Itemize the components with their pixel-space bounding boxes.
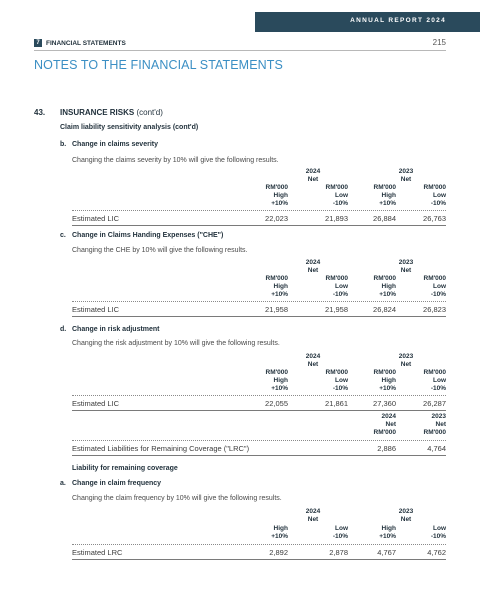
section-header bbox=[34, 39, 446, 47]
value-2023-low: 4,762 bbox=[427, 548, 446, 557]
value-2024-high: 21,958 bbox=[265, 305, 288, 314]
section-b-intro: Changing the claims severity by 10% will give the following results. bbox=[72, 157, 279, 164]
unit: RM'000 bbox=[325, 369, 348, 376]
low-label: Low bbox=[433, 377, 446, 384]
minus-label: -10% bbox=[332, 533, 348, 540]
plus-label: +10% bbox=[271, 385, 288, 392]
unit: RM'000 bbox=[423, 275, 446, 282]
minus-label: -10% bbox=[430, 200, 446, 207]
high-label: High bbox=[273, 283, 288, 290]
value-2023-high: 26,884 bbox=[373, 214, 396, 223]
table-bottom-rule bbox=[72, 316, 446, 317]
net-2023: Net bbox=[435, 421, 446, 428]
table-divider bbox=[72, 210, 446, 211]
net-2023: Net bbox=[400, 516, 412, 523]
unit: RM'000 bbox=[265, 184, 288, 191]
value-2023-high: 4,767 bbox=[377, 548, 396, 557]
low-label: Low bbox=[335, 525, 348, 532]
unit: RM'000 bbox=[325, 184, 348, 191]
table-bottom-rule bbox=[72, 455, 446, 456]
minus-label: -10% bbox=[332, 385, 348, 392]
net-2024: Net bbox=[307, 176, 319, 183]
table-divider bbox=[72, 440, 446, 441]
unit: RM'000 bbox=[423, 184, 446, 191]
table-risk-adjustment bbox=[72, 353, 446, 411]
section-a-letter: a. bbox=[60, 480, 66, 487]
value-2024-low: 21,861 bbox=[325, 399, 348, 408]
value-2024-low: 2,878 bbox=[329, 548, 348, 557]
plus-label: +10% bbox=[379, 533, 396, 540]
report-banner bbox=[255, 12, 480, 32]
table-bottom-rule bbox=[72, 225, 446, 226]
year-2024: 2024 bbox=[305, 353, 321, 360]
low-label: Low bbox=[335, 283, 348, 290]
section-d-letter: d. bbox=[60, 326, 67, 333]
low-label: Low bbox=[433, 525, 446, 532]
year-2023: 2023 bbox=[398, 353, 414, 360]
year-2024: 2024 bbox=[381, 413, 396, 420]
table-claim-frequency bbox=[72, 508, 446, 558]
note-title bbox=[60, 108, 163, 117]
net-2024: Net bbox=[307, 516, 319, 523]
minus-label: -10% bbox=[430, 291, 446, 298]
minus-label: -10% bbox=[430, 533, 446, 540]
year-2023: 2023 bbox=[431, 413, 446, 420]
unit: RM'000 bbox=[325, 275, 348, 282]
section-a-intro: Changing the claim frequency by 10% will give the following results. bbox=[72, 495, 282, 502]
page-title: NOTES TO THE FINANCIAL STATEMENTS bbox=[34, 58, 283, 72]
plus-label: +10% bbox=[271, 291, 288, 298]
table-bottom-rule bbox=[72, 559, 446, 560]
section-d-intro: Changing the risk adjustment by 10% will give the following results. bbox=[72, 340, 280, 347]
value-2024-low: 21,958 bbox=[325, 305, 348, 314]
plus-label: +10% bbox=[271, 533, 288, 540]
value-2023-low: 26,823 bbox=[423, 305, 446, 314]
low-label: Low bbox=[433, 192, 446, 199]
note-title-cont: (cont'd) bbox=[136, 108, 163, 117]
note-subtitle: Claim liability sensitivity analysis (cont'd) bbox=[60, 124, 199, 131]
unit: RM'000 bbox=[373, 429, 396, 436]
minus-label: -10% bbox=[332, 291, 348, 298]
unit: RM'000 bbox=[373, 184, 396, 191]
section-number-badge: 7 bbox=[34, 39, 42, 47]
plus-label: +10% bbox=[271, 200, 288, 207]
row-label: Estimated LRC bbox=[72, 548, 123, 557]
table-divider bbox=[72, 544, 446, 545]
unit: RM'000 bbox=[423, 429, 446, 436]
plus-label: +10% bbox=[379, 200, 396, 207]
high-label: High bbox=[381, 377, 396, 384]
note-number: 43. bbox=[34, 108, 46, 117]
value-2024-low: 21,893 bbox=[325, 214, 348, 223]
table-divider bbox=[72, 301, 446, 302]
high-label: High bbox=[381, 525, 396, 532]
year-2024: 2024 bbox=[305, 168, 321, 175]
low-label: Low bbox=[335, 377, 348, 384]
net-2024: Net bbox=[307, 361, 319, 368]
table-che bbox=[72, 259, 446, 317]
row-label: Estimated LIC bbox=[72, 214, 120, 223]
year-2023: 2023 bbox=[398, 508, 414, 515]
report-title: ANNUAL REPORT 2024 bbox=[350, 17, 446, 24]
page-number: 215 bbox=[432, 38, 446, 47]
section-c-intro: Changing the CHE by 10% will give the following results. bbox=[72, 247, 248, 254]
table-claims-severity bbox=[72, 168, 446, 222]
unit: RM'000 bbox=[423, 369, 446, 376]
section-b-title: Change in claims severity bbox=[72, 141, 158, 148]
value-2024-high: 22,055 bbox=[265, 399, 288, 408]
remaining-coverage-heading: Liability for remaining coverage bbox=[72, 465, 178, 472]
value-2023: 4,764 bbox=[427, 444, 446, 453]
section-d-title: Change in risk adjustment bbox=[72, 326, 160, 333]
section-c-title: Change in Claims Handing Expenses ("CHE") bbox=[72, 232, 224, 239]
low-label: Low bbox=[433, 283, 446, 290]
high-label: High bbox=[273, 192, 288, 199]
section-b-letter: b. bbox=[60, 141, 67, 148]
net-2023: Net bbox=[400, 267, 412, 274]
high-label: High bbox=[273, 377, 288, 384]
high-label: High bbox=[273, 525, 288, 532]
net-2023: Net bbox=[400, 176, 412, 183]
value-2024-high: 22,023 bbox=[265, 214, 288, 223]
unit: RM'000 bbox=[373, 275, 396, 282]
note-title-text: INSURANCE RISKS bbox=[60, 108, 135, 117]
value-2023-high: 27,360 bbox=[373, 399, 396, 408]
plus-label: +10% bbox=[379, 291, 396, 298]
unit: RM'000 bbox=[265, 275, 288, 282]
value-2024-high: 2,892 bbox=[269, 548, 288, 557]
value-2023-low: 26,287 bbox=[423, 399, 446, 408]
table-lrc bbox=[72, 413, 446, 461]
year-2023: 2023 bbox=[398, 259, 414, 266]
net-2024: Net bbox=[307, 267, 319, 274]
year-2023: 2023 bbox=[398, 168, 414, 175]
row-label: Estimated LIC bbox=[72, 399, 120, 408]
section-a-title: Change in claim frequency bbox=[72, 480, 162, 487]
unit: RM'000 bbox=[373, 369, 396, 376]
table-bottom-rule bbox=[72, 410, 446, 411]
value-2023-low: 26,763 bbox=[423, 214, 446, 223]
header-divider bbox=[34, 50, 446, 51]
year-2024: 2024 bbox=[305, 508, 321, 515]
high-label: High bbox=[381, 192, 396, 199]
value-2023-high: 26,824 bbox=[373, 305, 396, 314]
minus-label: -10% bbox=[332, 200, 348, 207]
net-2023: Net bbox=[400, 361, 412, 368]
section-c-letter: c. bbox=[60, 232, 66, 239]
low-label: Low bbox=[335, 192, 348, 199]
high-label: High bbox=[381, 283, 396, 290]
section-label: FINANCIAL STATEMENTS bbox=[46, 39, 126, 47]
row-label: Estimated Liabilities for Remaining Coverage ("LRC") bbox=[72, 444, 250, 453]
unit: RM'000 bbox=[265, 369, 288, 376]
net-2024: Net bbox=[385, 421, 396, 428]
year-2024: 2024 bbox=[305, 259, 321, 266]
row-label: Estimated LIC bbox=[72, 305, 120, 314]
table-divider bbox=[72, 395, 446, 396]
plus-label: +10% bbox=[379, 385, 396, 392]
minus-label: -10% bbox=[430, 385, 446, 392]
value-2024: 2,886 bbox=[377, 444, 396, 453]
